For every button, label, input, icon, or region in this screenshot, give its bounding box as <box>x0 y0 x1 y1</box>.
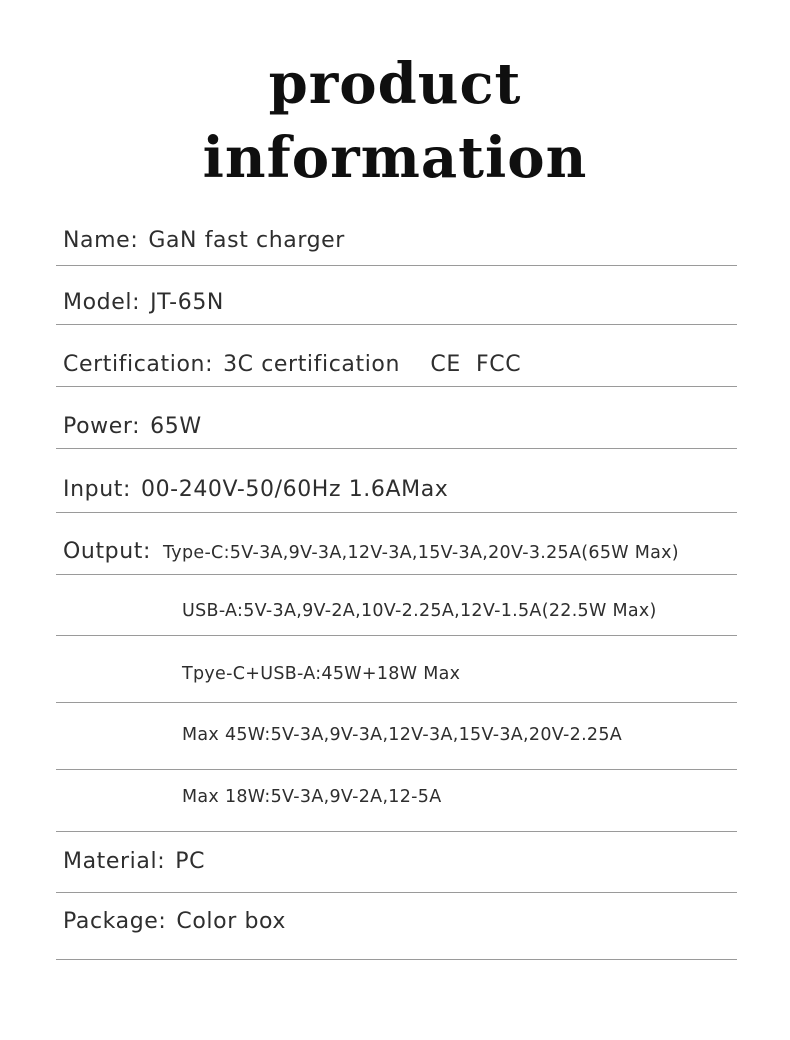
model-separator: : <box>132 290 141 315</box>
model-label: Model <box>63 290 133 315</box>
certification-value: 3C certification CE FCC <box>223 352 522 377</box>
output-sub-value: Tpye-C+USB-A:45W+18W Max <box>182 664 461 684</box>
input-value: 00-240V-50/60Hz 1.6AMax <box>140 477 449 502</box>
material-value: PC <box>175 849 206 874</box>
output-sub-value: USB-A:5V-3A,9V-2A,10V-2.25A,12V-1.5A(22.5W Max) <box>182 601 657 621</box>
info-row-model <box>56 265 737 325</box>
info-row-output <box>56 512 737 575</box>
certification-label: Certification <box>63 352 206 377</box>
power-separator: : <box>132 414 141 439</box>
output-sub-value: Max 18W:5V-3A,9V-2A,12-5A <box>182 787 442 807</box>
page-title-line-2: information <box>202 125 588 191</box>
power-label: Power <box>63 414 133 439</box>
output-sub-row <box>56 769 737 832</box>
info-row-name <box>56 222 737 266</box>
output-separator: : <box>143 539 152 564</box>
material-separator: : <box>157 849 166 874</box>
name-value: GaN fast charger <box>148 228 345 253</box>
info-row-certification <box>56 324 737 387</box>
name-label: Name <box>63 228 131 253</box>
output-label: Output <box>63 539 144 564</box>
output-sub-value: Max 45W:5V-3A,9V-3A,12V-3A,15V-3A,20V-2.25A <box>182 725 623 745</box>
output-sub-row <box>56 635 737 703</box>
output-sub-row <box>56 702 737 770</box>
input-separator: : <box>122 477 131 502</box>
info-row-power <box>56 386 737 449</box>
package-separator: : <box>158 909 167 934</box>
power-value: 65W <box>150 414 202 439</box>
info-row-input <box>56 448 737 513</box>
material-label: Material <box>63 849 158 874</box>
output-value: Type-C:5V-3A,9V-3A,12V-3A,15V-3A,20V-3.25A(65W Max) <box>163 543 679 563</box>
info-row-package <box>56 892 737 960</box>
page-title-line-1: product <box>268 51 522 117</box>
output-sub-row <box>56 574 737 636</box>
input-label: Input <box>63 477 123 502</box>
package-label: Package <box>63 909 159 934</box>
name-separator: : <box>130 228 139 253</box>
certification-separator: : <box>205 352 214 377</box>
package-value: Color box <box>176 909 287 934</box>
model-value: JT-65N <box>150 290 224 315</box>
info-row-material <box>56 831 737 893</box>
